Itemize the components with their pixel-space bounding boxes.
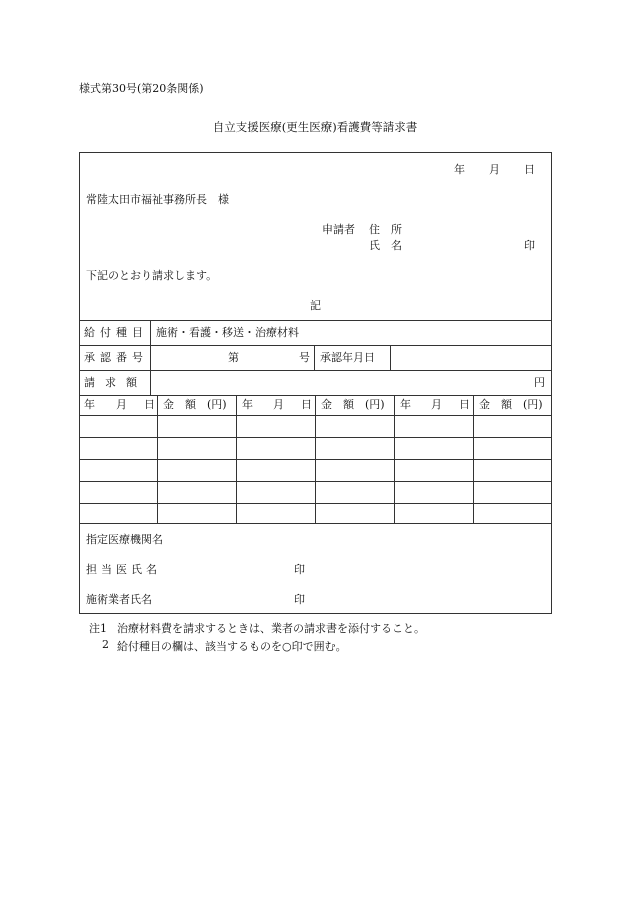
date-day-label: 日 [524,163,535,176]
col-month-1: 月 [116,398,127,411]
col-year-2: 年 [242,398,253,411]
approval-go: 号 [299,351,310,364]
institution-label: 指定医療機関名 [86,533,163,546]
addressee: 常陸太田市福祉事務所長 様 [86,193,229,206]
applicant-label: 申請者 [322,223,355,236]
divider [473,395,474,523]
divider [157,395,158,523]
approval-number-label: 承認番号 [84,351,148,364]
col-month-3: 月 [431,398,442,411]
amount-label: 請求額 [84,376,147,389]
name-label: 氏 名 [369,239,402,252]
note1-number: 注1 [89,622,107,635]
col-year-3: 年 [400,398,411,411]
page-title: 自立支援医療(更生医療)看護費等請求書 [212,120,418,134]
col-day-1: 日 [144,398,155,411]
practitioner-seal: 印 [294,593,305,606]
doctor-label: 担当医氏名 [86,563,161,576]
address-label: 住 所 [369,223,402,236]
approval-date-label: 承認年月日 [320,351,375,364]
form-number: 様式第30号(第20条関係) [79,82,204,95]
benefit-type-label: 給付種目 [84,326,148,339]
divider [150,320,151,395]
divider [236,395,237,523]
benefit-type-value: 施術・看護・移送・治療材料 [156,326,299,339]
ki-label: 記 [310,299,321,312]
divider [315,395,316,523]
doctor-seal: 印 [294,563,305,576]
divider [80,523,551,524]
divider [314,345,315,370]
col-amount-1: 金 額 (円) [163,398,227,411]
date-month-label: 月 [489,163,500,176]
practitioner-label: 施術業者氏名 [86,593,152,606]
note2-number: 2 [102,638,109,651]
note2-text: 給付種目の欄は、該当するものを○印で囲む。 [117,640,347,653]
divider [394,395,395,523]
applicant-seal: 印 [524,239,535,252]
approval-dai: 第 [228,351,239,364]
amount-unit: 円 [534,376,545,389]
col-year-1: 年 [84,398,95,411]
col-day-2: 日 [301,398,312,411]
request-form [79,152,552,614]
request-text: 下記のとおり請求します。 [86,269,218,282]
divider [390,345,391,370]
date-year-label: 年 [454,163,465,176]
col-amount-2: 金 額 (円) [321,398,385,411]
note1-text: 治療材料費を請求するときは、業者の請求書を添付すること。 [117,622,425,635]
col-day-3: 日 [459,398,470,411]
col-amount-3: 金 額 (円) [479,398,543,411]
col-month-2: 月 [273,398,284,411]
